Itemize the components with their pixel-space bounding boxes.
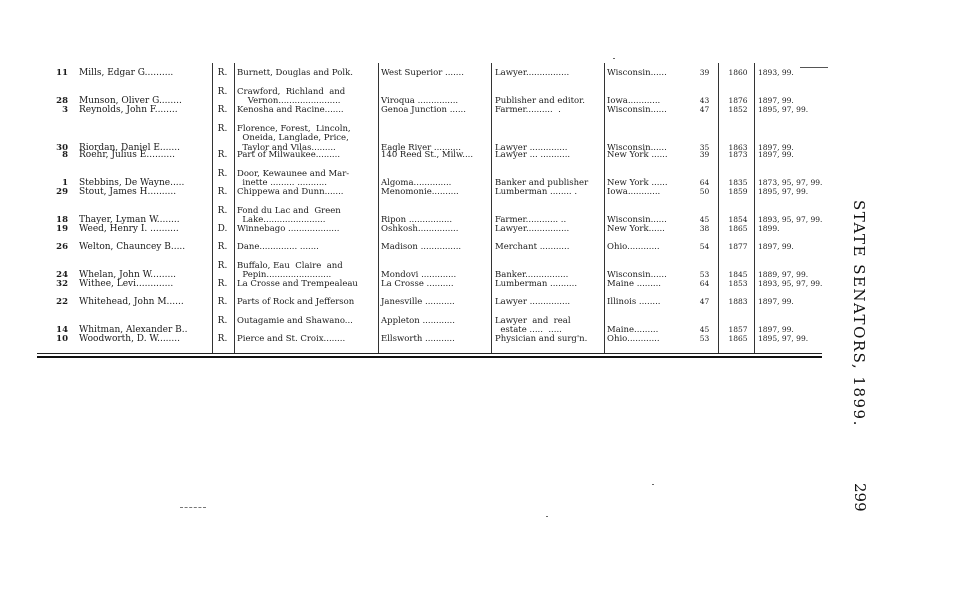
came-to-state-cell: 1873 xyxy=(728,150,748,159)
occupation-cell: Banker and publisher xyxy=(495,178,589,189)
party-cell: R. xyxy=(217,187,228,197)
sessions-cell: 1893, 95, 97, 99. xyxy=(758,215,823,225)
column-rule xyxy=(212,63,213,353)
came-to-state-cell: 1859 xyxy=(728,187,748,196)
senator-name: Stout, James H.......... xyxy=(79,187,177,197)
column-rule xyxy=(718,63,719,353)
counties-cell: Florence, Forest, Lincoln, xyxy=(237,124,351,134)
senator-name: Munson, Oliver G........ xyxy=(79,96,182,107)
came-to-state-cell: 1853 xyxy=(728,279,748,288)
postoffice-cell: Algoma.............. xyxy=(381,178,452,189)
district-number: 24 xyxy=(56,270,68,281)
postoffice-cell: Ellsworth ........... xyxy=(381,334,455,344)
postoffice-cell: Mondovi ............. xyxy=(381,270,457,281)
birthplace-cell: New York ...... xyxy=(607,150,668,160)
party-cell: R. xyxy=(217,242,228,252)
district-number: 30 xyxy=(56,142,68,153)
postoffice-cell: Viroqua ............... xyxy=(381,96,459,107)
senator-name: Riordan, Daniel E....... xyxy=(79,142,180,153)
occupation-cell: Farmer.......... . xyxy=(495,105,561,115)
occupation-cell: Lawyer ... ........... xyxy=(495,150,571,160)
postoffice-cell: Eagle River .......... xyxy=(381,142,461,153)
party-cell: R. xyxy=(217,334,228,344)
age-cell: 47 xyxy=(699,105,710,114)
party-cell: R. xyxy=(217,206,228,216)
postoffice-cell: Ripon ................ xyxy=(381,215,453,226)
district-number: 32 xyxy=(56,279,68,289)
came-to-state-cell: 1835 xyxy=(728,178,748,188)
counties-cell: La Crosse and Trempealeau xyxy=(237,279,358,289)
counties-cell: Part of Milwaukee......... xyxy=(237,150,341,160)
counties-cell: Fond du Lac and Green xyxy=(237,206,341,216)
counties-cell: Parts of Rock and Jefferson xyxy=(237,297,355,307)
postoffice-cell: Genoa Junction ...... xyxy=(381,105,466,115)
occupation-cell: Merchant ........... xyxy=(495,242,570,252)
age-cell: 64 xyxy=(699,279,710,288)
occupation-cell: Farmer............ .. xyxy=(495,215,567,226)
came-to-state-cell: 1860 xyxy=(728,68,748,77)
age-cell: 45 xyxy=(699,325,710,335)
age-cell: 54 xyxy=(699,242,710,251)
came-to-state-cell: 1876 xyxy=(728,96,748,106)
party-cell: R. xyxy=(217,105,228,115)
counties-cell: Oneida, Langlade, Price, xyxy=(237,133,349,144)
postoffice-cell: Madison ............... xyxy=(381,242,462,252)
sessions-cell: 1897, 99. xyxy=(758,242,794,251)
birthplace-cell: Wisconsin...... xyxy=(607,215,667,226)
age-cell: 45 xyxy=(699,215,710,225)
district-number: 10 xyxy=(56,334,68,344)
age-cell: 43 xyxy=(699,96,710,106)
age-cell: 47 xyxy=(699,297,710,306)
party-cell: R. xyxy=(217,68,228,78)
counties-cell: Winnebago ................... xyxy=(237,224,340,234)
stray-mark xyxy=(180,507,206,508)
stray-mark xyxy=(652,484,654,485)
counties-cell: Dane.............. ....... xyxy=(237,242,319,252)
sessions-cell: 1893, 95, 97, 99. xyxy=(758,279,823,288)
birthplace-cell: Illinois ........ xyxy=(607,297,661,307)
party-cell: R. xyxy=(217,124,228,134)
senator-name: Stebbins, De Wayne..... xyxy=(79,178,185,189)
age-cell: 38 xyxy=(699,224,710,233)
counties-cell: Kenosha and Racine....... xyxy=(237,105,344,115)
senator-name: Weed, Henry I. .......... xyxy=(79,224,179,234)
sessions-cell: 1897, 99. xyxy=(758,142,794,152)
counties-cell: Lake....................... xyxy=(237,215,326,226)
birthplace-cell: Iowa............ xyxy=(607,96,661,107)
district-number: 14 xyxy=(56,325,68,336)
district-number: 8 xyxy=(62,150,68,160)
senator-name: Reynolds, John F........ xyxy=(79,105,178,115)
running-header: STATE SENATORS, 1899. xyxy=(850,200,868,427)
birthplace-cell: New York ...... xyxy=(607,178,668,189)
sessions-cell: 1893, 99. xyxy=(758,68,794,77)
came-to-state-cell: 1877 xyxy=(728,242,748,251)
age-cell: 64 xyxy=(699,178,710,188)
senator-name: Withee, Levi............. xyxy=(79,279,174,289)
stray-mark xyxy=(546,516,548,517)
occupation-cell: estate ..... ..... xyxy=(495,325,562,336)
occupation-cell: Lumberman .......... xyxy=(495,279,578,289)
district-number: 18 xyxy=(56,215,68,226)
table-bottom-rule xyxy=(37,353,822,354)
district-number: 1 xyxy=(62,178,68,189)
postoffice-cell: 140 Reed St., Milw.... xyxy=(381,150,474,160)
sessions-cell: 1895, 97, 99. xyxy=(758,187,809,196)
district-number: 26 xyxy=(56,242,68,252)
party-cell: R. xyxy=(217,297,228,307)
occupation-cell: Lumberman ........ . xyxy=(495,187,578,197)
party-cell: R. xyxy=(217,316,228,326)
postoffice-cell: Janesville ........... xyxy=(381,297,455,307)
party-cell: D. xyxy=(217,224,228,234)
sessions-cell: 1897, 99. xyxy=(758,96,794,106)
came-to-state-cell: 1845 xyxy=(728,270,748,280)
occupation-cell: Lawyer................ xyxy=(495,68,570,78)
senator-name: Whitehead, John M...... xyxy=(79,297,184,307)
birthplace-cell: Wisconsin...... xyxy=(607,270,667,281)
district-number: 29 xyxy=(56,187,68,197)
age-cell: 50 xyxy=(699,187,710,196)
birthplace-cell: Ohio............ xyxy=(607,242,660,252)
counties-cell: Outagamie and Shawano... xyxy=(237,316,353,326)
occupation-cell: Banker................ xyxy=(495,270,569,281)
senator-name: Roehr, Julius E.......... xyxy=(79,150,175,160)
district-number: 22 xyxy=(56,297,68,307)
postoffice-cell: Menomonie.......... xyxy=(381,187,459,197)
postoffice-cell: Oshkosh............... xyxy=(381,224,459,234)
sessions-cell: 1895, 97, 99. xyxy=(758,105,809,114)
counties-cell: Door, Kewaunee and Mar- xyxy=(237,169,350,179)
occupation-cell: Publisher and editor. xyxy=(495,96,585,107)
came-to-state-cell: 1883 xyxy=(728,297,748,306)
occupation-cell: Lawyer................ xyxy=(495,224,570,234)
birthplace-cell: Maine......... xyxy=(607,325,659,336)
stray-mark xyxy=(800,67,828,68)
district-number: 11 xyxy=(56,68,68,78)
postoffice-cell: La Crosse .......... xyxy=(381,279,454,289)
birthplace-cell: Maine ......... xyxy=(607,279,662,289)
senator-name: Whitman, Alexander B.. xyxy=(79,325,188,336)
came-to-state-cell: 1865 xyxy=(728,224,748,233)
district-number: 19 xyxy=(56,224,68,234)
party-cell: R. xyxy=(217,150,228,160)
column-rule xyxy=(754,63,755,353)
birthplace-cell: Ohio............ xyxy=(607,334,660,344)
postoffice-cell: West Superior ....... xyxy=(381,68,464,78)
table-bottom-rule-heavy xyxy=(37,356,822,358)
birthplace-cell: New York...... xyxy=(607,224,665,234)
counties-cell: Crawford, Richland and xyxy=(237,87,346,97)
counties-cell: Pierce and St. Croix........ xyxy=(237,334,346,344)
sessions-cell: 1897, 99. xyxy=(758,325,794,335)
counties-cell: Burnett, Douglas and Polk. xyxy=(237,68,353,78)
district-number: 3 xyxy=(62,105,68,115)
age-cell: 39 xyxy=(699,68,710,77)
occupation-cell: Lawyer ............... xyxy=(495,297,571,307)
counties-cell: Pepin........................ xyxy=(237,270,332,281)
senator-name: Woodworth, D. W........ xyxy=(79,334,180,344)
counties-cell: Vernon....................... xyxy=(237,96,341,107)
party-cell: R. xyxy=(217,279,228,289)
occupation-cell: Lawyer .............. xyxy=(495,142,568,153)
sessions-cell: 1899. xyxy=(758,224,780,233)
sessions-cell: 1895, 97, 99. xyxy=(758,334,809,343)
sessions-cell: 1897, 99. xyxy=(758,150,794,159)
occupation-cell: Lawyer and real xyxy=(495,316,571,326)
column-rule xyxy=(234,63,235,353)
age-cell: 35 xyxy=(699,142,710,152)
column-rule xyxy=(378,63,379,353)
came-to-state-cell: 1854 xyxy=(728,215,748,225)
counties-cell: Chippewa and Dunn....... xyxy=(237,187,344,197)
sessions-cell: 1889, 97, 99. xyxy=(758,270,809,280)
sessions-cell: 1873, 95, 97, 99. xyxy=(758,178,823,188)
age-cell: 39 xyxy=(699,150,710,159)
birthplace-cell: Wisconsin...... xyxy=(607,142,667,153)
district-number: 28 xyxy=(56,96,68,107)
came-to-state-cell: 1863 xyxy=(728,142,748,152)
senator-name: Welton, Chauncey B..... xyxy=(79,242,186,252)
counties-cell: inette ......... ........... xyxy=(237,178,327,189)
party-cell: R. xyxy=(217,261,228,271)
came-to-state-cell: 1852 xyxy=(728,105,748,114)
senator-name: Mills, Edgar G.......... xyxy=(79,68,174,78)
senator-name: Thayer, Lyman W........ xyxy=(79,215,180,226)
senator-name: Whelan, John W......... xyxy=(79,270,177,281)
page-number: 299 xyxy=(851,483,869,512)
age-cell: 53 xyxy=(699,270,710,280)
birthplace-cell: Iowa............ xyxy=(607,187,661,197)
stray-mark xyxy=(613,58,615,59)
party-cell: R. xyxy=(217,169,228,179)
came-to-state-cell: 1857 xyxy=(728,325,748,335)
postoffice-cell: Appleton ............ xyxy=(381,316,455,326)
column-rule xyxy=(491,63,492,353)
counties-cell: Buffalo, Eau Claire and xyxy=(237,261,343,271)
came-to-state-cell: 1865 xyxy=(728,334,748,343)
birthplace-cell: Wisconsin...... xyxy=(607,68,667,78)
occupation-cell: Physician and surg'n. xyxy=(495,334,588,344)
sessions-cell: 1897, 99. xyxy=(758,297,794,306)
age-cell: 53 xyxy=(699,334,710,343)
party-cell: R. xyxy=(217,87,228,97)
birthplace-cell: Wisconsin...... xyxy=(607,105,667,115)
counties-cell: Taylor and Vilas......... xyxy=(237,142,336,153)
